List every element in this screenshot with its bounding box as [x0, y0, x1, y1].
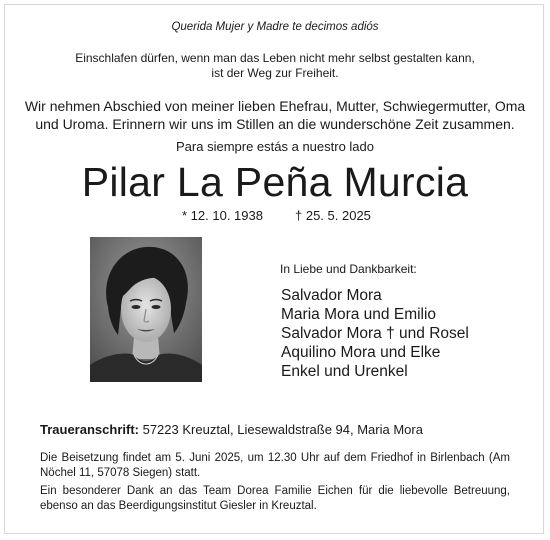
deceased-name: Pilar La Peña Murcia	[81, 159, 469, 205]
quote	[0, 51, 550, 81]
farewell-line: Wir nehmen Abschied von meiner lieben Ehefrau, Mutter, Schwiegermutter, Oma	[24, 98, 526, 114]
address-text: 57223 Kreuztal, Liesewaldstraße 94, Maria Mora	[138, 422, 423, 437]
birth-date: * 12. 10. 1938	[182, 208, 263, 223]
portrait-photo	[90, 237, 202, 382]
mourner-name: Salvador Mora † und Rosel	[281, 325, 469, 342]
farewell-line: und Uroma. Erinnern wir uns im Stillen an die wunderschöne Zeit zusammen.	[35, 116, 515, 132]
mourner-name: Maria Mora und Emilio	[281, 306, 437, 323]
death-date: † 25. 5. 2025	[295, 208, 371, 223]
dedication: Querida Mujer y Madre te decimos adiós	[171, 21, 379, 33]
mourner-name: Enkel und Urenkel	[281, 363, 408, 380]
quote-line: Einschlafen dürfen, wenn man das Leben nicht mehr selbst gestalten kann,	[75, 51, 475, 65]
farewell-text	[0, 97, 550, 133]
thanks-line: In Liebe und Dankbarkeit:	[280, 262, 417, 276]
mourning-address	[40, 422, 423, 437]
burial-info: Die Beisetzung findet am 5. Juni 2025, um 12.30 Uhr auf dem Friedhof in Birlenbach (Am Nöchel 11, 57078 Siegen) statt.	[40, 452, 510, 479]
address-label: Traueranschrift:	[40, 422, 139, 437]
mourners-list	[281, 286, 469, 381]
subtitle: Para siempre estás a nuestro lado	[176, 139, 374, 154]
mourner-name: Salvador Mora	[281, 287, 382, 304]
quote-line: ist der Weg zur Freiheit.	[211, 66, 339, 80]
portrait-illustration	[90, 237, 202, 382]
acknowledgement: Ein besonderer Dank an das Team Dorea Familie Eichen für die liebevolle Betreuung, ebenso an das Beerdigungsinstitut Giesler in Kreuztal.	[40, 485, 510, 512]
mourner-name: Aquilino Mora und Elke	[281, 344, 441, 361]
